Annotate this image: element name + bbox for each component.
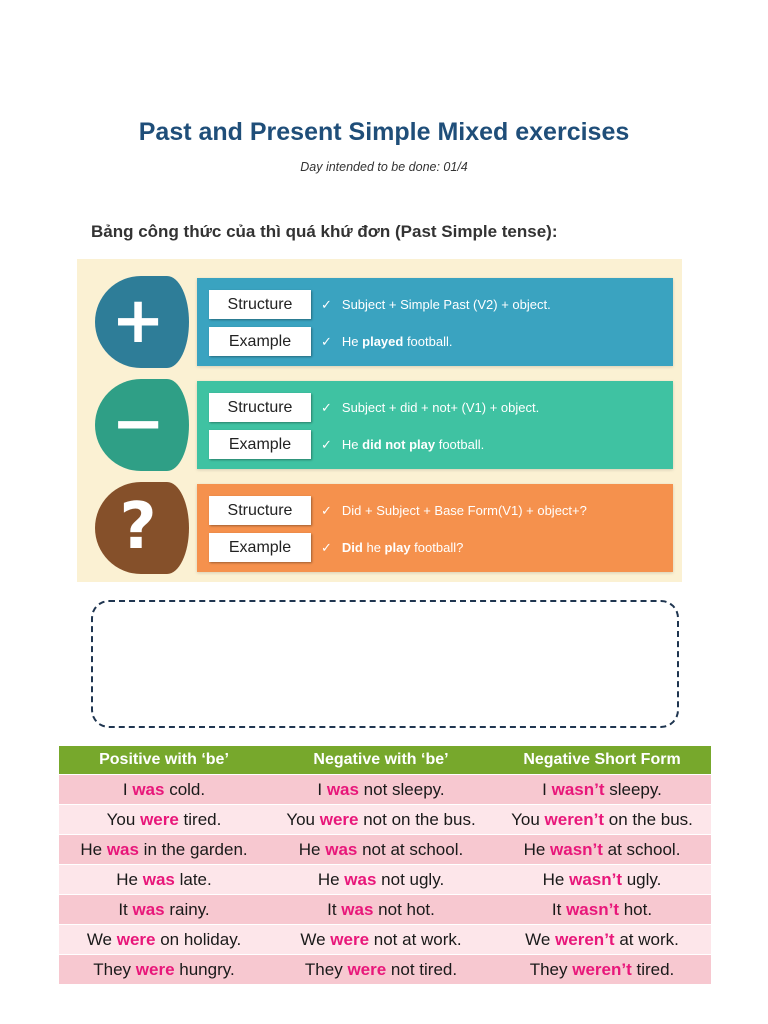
table-row bbox=[59, 925, 711, 955]
check-icon: ✓ bbox=[321, 297, 332, 312]
table-cell: We were not at work. bbox=[269, 925, 493, 955]
minus-badge bbox=[95, 379, 189, 471]
check-icon: ✓ bbox=[321, 540, 332, 555]
formula-row-positive bbox=[95, 276, 673, 368]
column-header: Negative with ‘be’ bbox=[269, 746, 493, 775]
table-cell: He was not at school. bbox=[269, 835, 493, 865]
table-cell: They weren’t tired. bbox=[493, 955, 711, 985]
structure-text: ✓ Subject + did + not+ (V1) + object. bbox=[321, 400, 540, 415]
formula-row-question bbox=[95, 482, 673, 574]
table-cell: He was in the garden. bbox=[59, 835, 269, 865]
table-cell: You were tired. bbox=[59, 805, 269, 835]
table-row bbox=[59, 775, 711, 805]
example-text: ✓ Did he play football? bbox=[321, 540, 464, 555]
formula-bar bbox=[197, 484, 673, 572]
example-label: Example bbox=[209, 533, 311, 562]
example-label: Example bbox=[209, 430, 311, 459]
example-label: Example bbox=[209, 327, 311, 356]
plus-icon: + bbox=[111, 284, 165, 358]
table-row bbox=[59, 895, 711, 925]
formula-row-negative bbox=[95, 379, 673, 471]
empty-dashed-box bbox=[91, 600, 679, 728]
structure-text: ✓ Subject + Simple Past (V2) + object. bbox=[321, 297, 551, 312]
column-header: Negative Short Form bbox=[493, 746, 711, 775]
table-header-row bbox=[59, 746, 711, 775]
table-cell: It was not hot. bbox=[269, 895, 493, 925]
table-cell: You weren’t on the bus. bbox=[493, 805, 711, 835]
table-cell: They were not tired. bbox=[269, 955, 493, 985]
section-heading: Bảng công thức của thì quá khứ đơn (Past Simple tense): bbox=[91, 222, 558, 241]
be-forms-table bbox=[59, 746, 711, 984]
table-row bbox=[59, 865, 711, 895]
table-cell: It wasn’t hot. bbox=[493, 895, 711, 925]
table-cell: He wasn’t at school. bbox=[493, 835, 711, 865]
page-subtitle: Day intended to be done: 01/4 bbox=[300, 160, 468, 174]
page-title: Past and Present Simple Mixed exercises bbox=[138, 118, 630, 146]
column-header: Positive with ‘be’ bbox=[59, 746, 269, 775]
structure-label: Structure bbox=[209, 290, 311, 319]
table-cell: We weren’t at work. bbox=[493, 925, 711, 955]
table-cell: I wasn’t sleepy. bbox=[493, 775, 711, 805]
plus-badge bbox=[95, 276, 189, 368]
check-icon: ✓ bbox=[321, 334, 332, 349]
table-row bbox=[59, 955, 711, 985]
formula-bar bbox=[197, 381, 673, 469]
table-cell: I was cold. bbox=[59, 775, 269, 805]
table-cell: He wasn’t ugly. bbox=[493, 865, 711, 895]
minus-icon: − bbox=[111, 387, 165, 461]
question-icon: ? bbox=[119, 490, 157, 564]
check-icon: ✓ bbox=[321, 437, 332, 452]
table-row bbox=[59, 805, 711, 835]
table-cell: We were on holiday. bbox=[59, 925, 269, 955]
check-icon: ✓ bbox=[321, 400, 332, 415]
table-cell: He was late. bbox=[59, 865, 269, 895]
table-cell: He was not ugly. bbox=[269, 865, 493, 895]
table-row bbox=[59, 835, 711, 865]
table-cell: It was rainy. bbox=[59, 895, 269, 925]
formula-bar bbox=[197, 278, 673, 366]
example-text: ✓ He played football. bbox=[321, 334, 453, 349]
table-cell: I was not sleepy. bbox=[269, 775, 493, 805]
structure-label: Structure bbox=[209, 496, 311, 525]
table-cell: They were hungry. bbox=[59, 955, 269, 985]
question-badge bbox=[95, 482, 189, 574]
check-icon: ✓ bbox=[321, 503, 332, 518]
structure-label: Structure bbox=[209, 393, 311, 422]
past-simple-formula-chart bbox=[77, 259, 682, 582]
structure-text: ✓ Did + Subject + Base Form(V1) + object+? bbox=[321, 503, 587, 518]
table-cell: You were not on the bus. bbox=[269, 805, 493, 835]
example-text: ✓ He did not play football. bbox=[321, 437, 485, 452]
